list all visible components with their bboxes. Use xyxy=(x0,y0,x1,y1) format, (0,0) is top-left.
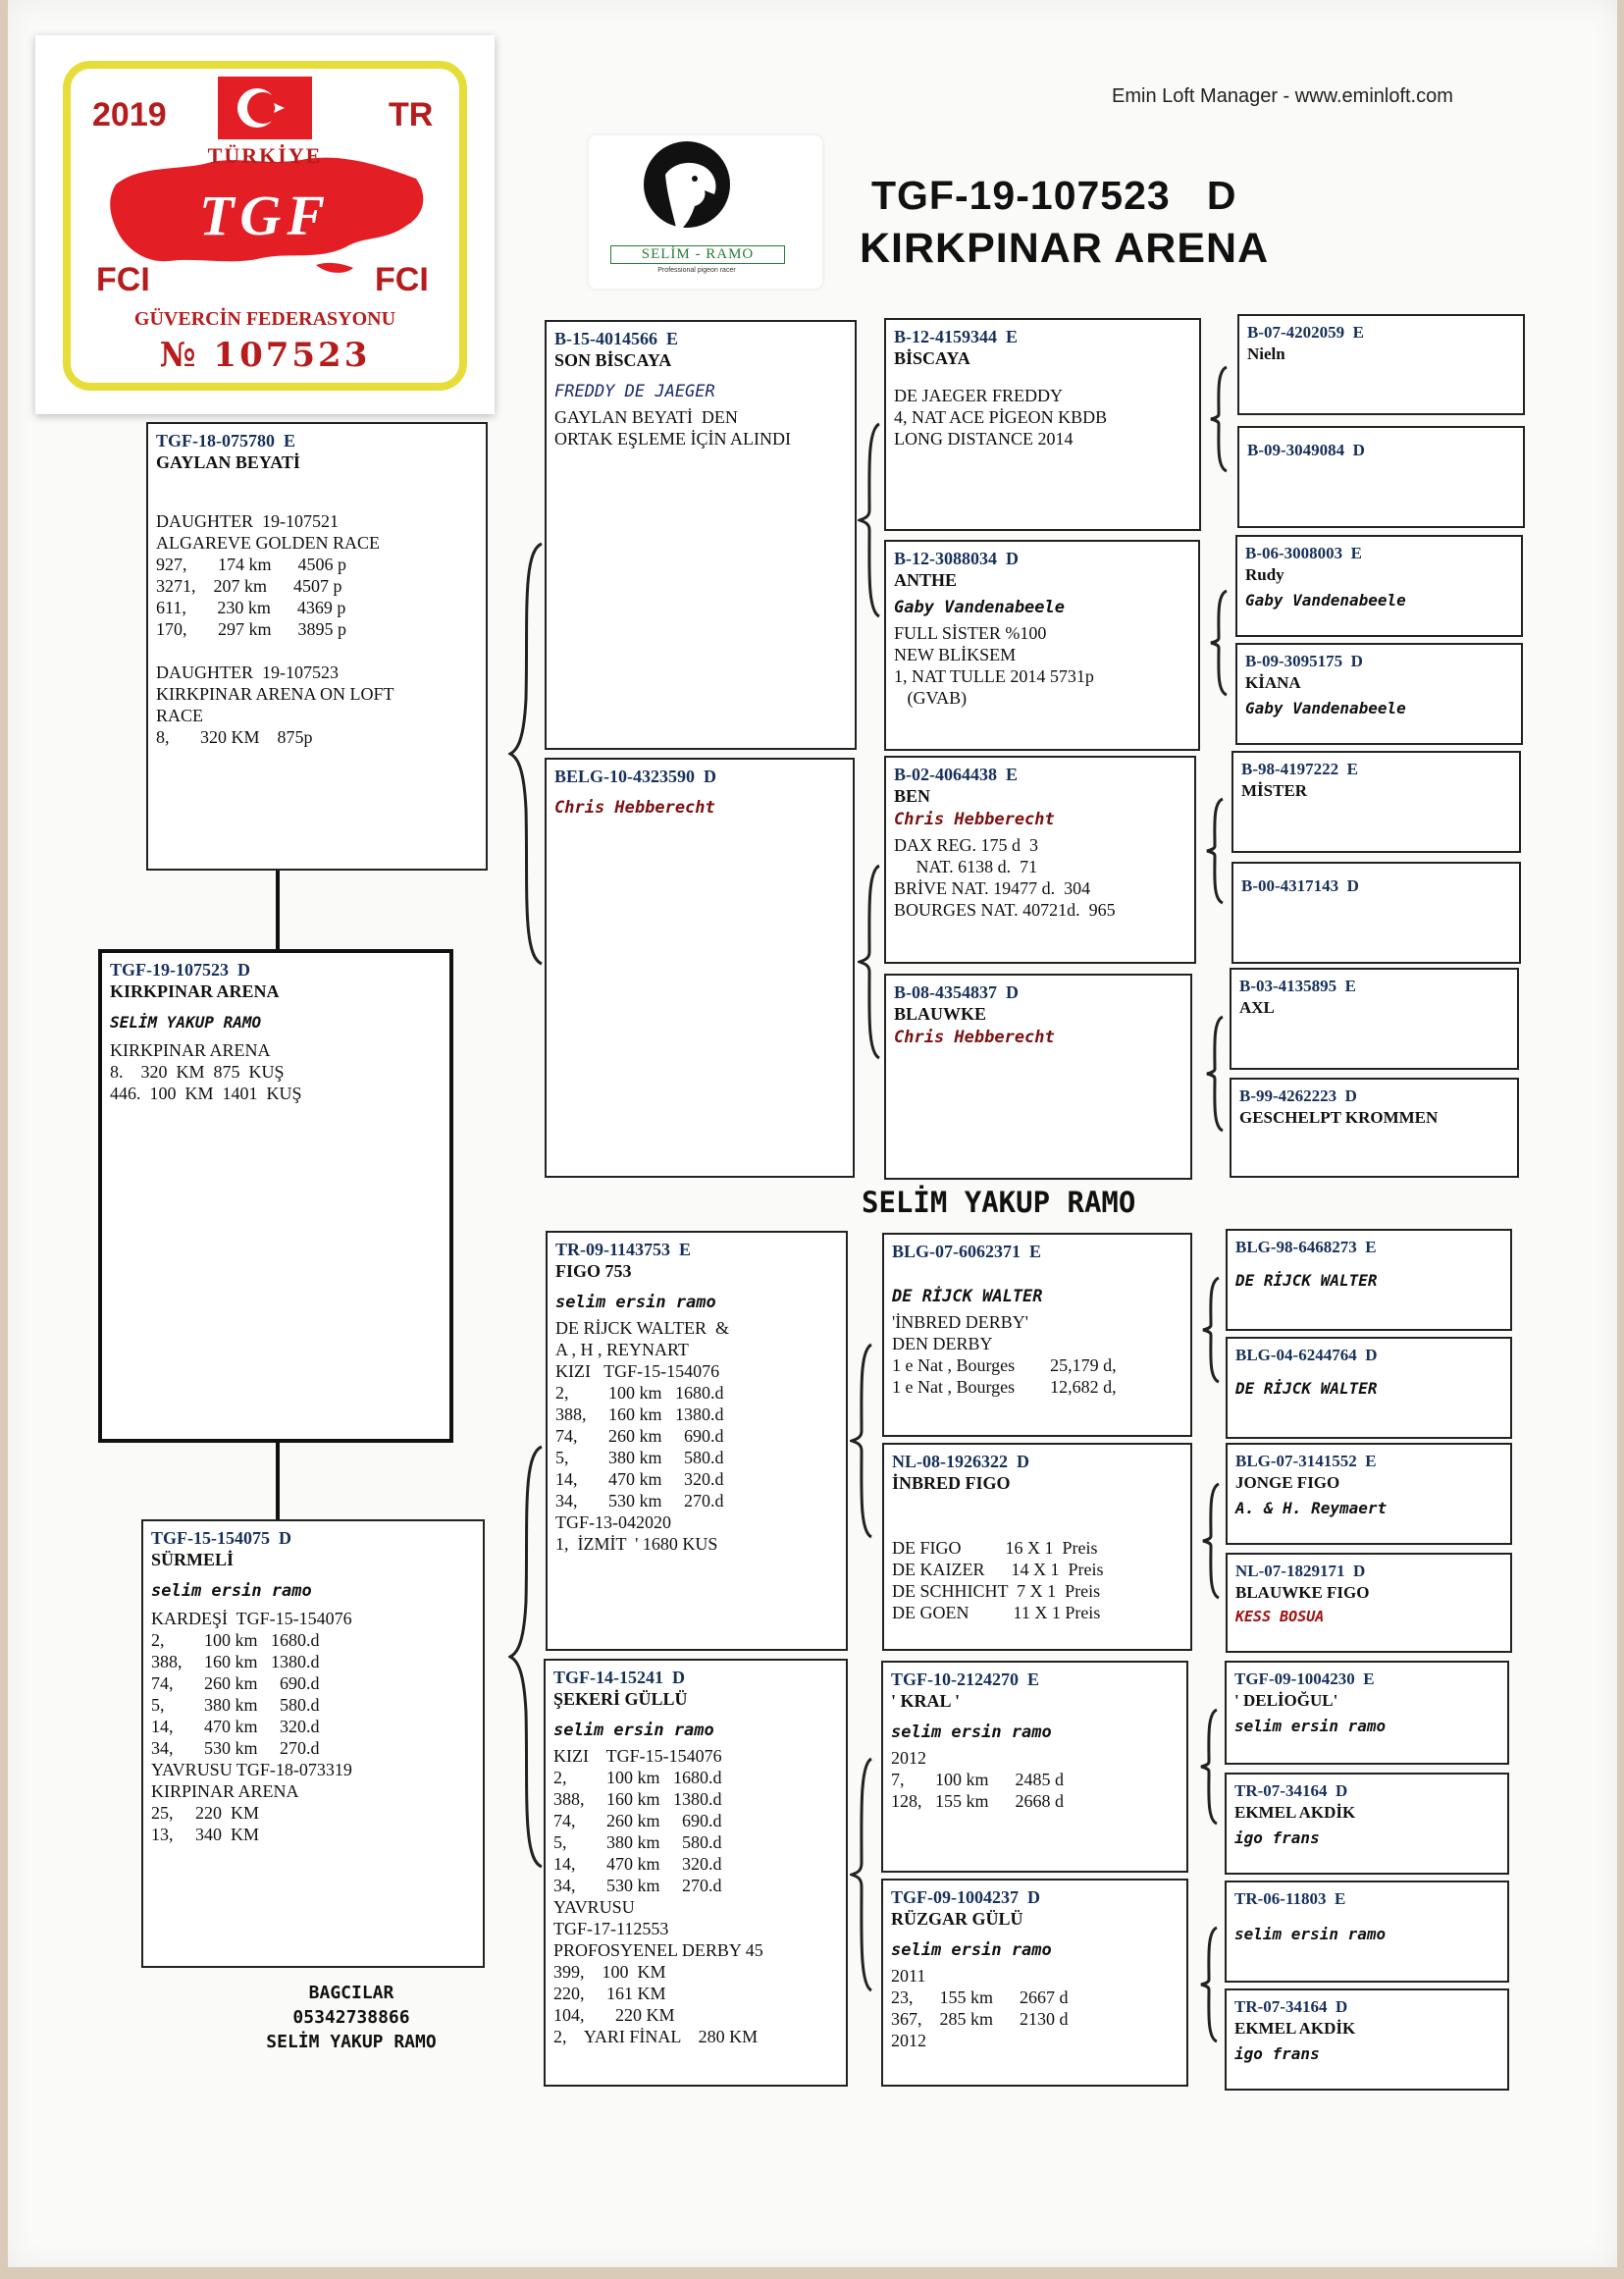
g4-name: AXL xyxy=(1239,998,1275,1017)
stamp-fci-left: FCI xyxy=(96,261,150,298)
g4-ring: TR-06-11803 E xyxy=(1234,1889,1346,1908)
mmm-name: RÜZGAR GÜLÜ xyxy=(891,1909,1023,1929)
mmf-card xyxy=(881,1661,1188,1873)
mm-name: ŞEKERİ GÜLLÜ xyxy=(553,1689,688,1709)
mfm-info: DE FIGO 16 X 1 Preis DE KAIZER 14 X 1 Preis DE SCHHICHT 7 X 1 Preis DE GOEN 11 X 1 Preis xyxy=(892,1538,1104,1622)
g4-ring: B-09-3049084 D xyxy=(1247,441,1365,459)
brace-g4-8 xyxy=(1199,1926,1219,2043)
ff-name: SON BİSCAYA xyxy=(554,350,672,370)
g4-ring: B-99-4262223 D xyxy=(1239,1086,1357,1105)
contact-block xyxy=(204,1981,498,2054)
g4-card-12 xyxy=(1226,1553,1512,1653)
g4-ring: B-98-4197222 E xyxy=(1241,760,1358,778)
pigeon-card xyxy=(98,949,453,1443)
father-name: GAYLAN BEYATİ xyxy=(156,452,300,472)
mff-info: 'İNBRED DERBY' DEN DERBY 1 e Nat , Bourges 25,179 d, 1 e Nat , Bourges 12,682 d, xyxy=(892,1312,1117,1397)
ffm-ring: B-12-3088034 D xyxy=(894,549,1019,568)
g4-card-7 xyxy=(1230,968,1519,1070)
mother-info: KARDEŞİ TGF-15-154076 2, 100 km 1680.d 388, 160 km 1380.d 74, 260 km 690.d 5, 380 km 580.d 14, 470 km 320.d 34, 530 km 270.d YAVRUSU TGF-18-073319 KIRPINAR ARENA 25, 220 KM 13, 340 KM xyxy=(151,1609,352,1844)
fmm-breeder: Chris Hebberecht xyxy=(894,1028,1055,1047)
header-name: KIRKPINAR ARENA xyxy=(860,225,1270,272)
fmm-ring: B-08-4354837 D xyxy=(894,982,1019,1002)
fff-name: BİSCAYA xyxy=(894,348,970,368)
brace-g4-2 xyxy=(1209,589,1229,697)
mm-breeder: selim ersin ramo xyxy=(553,1721,714,1740)
father-ring: TGF-18-075780 E xyxy=(156,431,295,450)
stamp-frame xyxy=(63,61,467,391)
brace-g4-6 xyxy=(1201,1482,1221,1600)
mf-card xyxy=(546,1231,848,1651)
tgf-stamp xyxy=(35,35,495,414)
g4-name: ' DELİOĞUL' xyxy=(1234,1691,1338,1710)
mfm-card xyxy=(882,1443,1192,1651)
g4-breeder: selim ersin ramo xyxy=(1234,1717,1387,1735)
brace-mother-side xyxy=(508,1445,548,1869)
mother-name: SÜRMELİ xyxy=(151,1550,235,1569)
g4-card-4 xyxy=(1235,643,1523,745)
mm-info: KIZI TGF-15-154076 2, 100 km 1680.d 388, 160 km 1380.d 74, 260 km 690.d 5, 380 km 580.d 14, 470 km 320.d 34, 530 km 270.d YAVRUSU TGF-17-112553 PROFOSYENEL DERBY 45 399, 100 KM 220, 161 KM 104, 220 KM 2, YARI FİNAL 280 KM xyxy=(553,1746,763,2046)
stamp-number: 107523 xyxy=(213,336,371,375)
mm-card xyxy=(544,1659,848,2087)
contact-city: BAGCILAR xyxy=(308,1983,394,2003)
g4-ring: B-09-3095175 D xyxy=(1245,652,1363,670)
g4-breeder: DE RİJCK WALTER xyxy=(1235,1271,1378,1290)
mff-ring: BLG-07-6062371 E xyxy=(892,1242,1042,1261)
g4-name: GESCHELPT KROMMEN xyxy=(1239,1108,1439,1127)
mf-info: DE RİJCK WALTER & A , H , REYNART KIZI TGF-15-154076 2, 100 km 1680.d 388, 160 km 1380.d 74, 260 km 690.d 5, 380 km 580.d 14, 470 km 320.d 34, 530 km 270.d TGF-13-042020 1, İZMİT ' 1680 KUS xyxy=(555,1318,730,1554)
g4-ring: BLG-98-6468273 E xyxy=(1235,1238,1377,1256)
g4-name: Nieln xyxy=(1247,344,1285,363)
stamp-number-line xyxy=(71,336,459,375)
g4-card-8 xyxy=(1230,1078,1519,1178)
fm-ring: BELG-10-4323590 D xyxy=(554,767,717,786)
father-card xyxy=(146,422,488,871)
brace-g4-7 xyxy=(1199,1708,1219,1826)
stamp-org: TGF xyxy=(199,184,331,247)
connector-father xyxy=(276,871,280,951)
mmf-ring: TGF-10-2124270 E xyxy=(891,1670,1039,1689)
fmf-card xyxy=(884,756,1196,964)
g4-breeder: Gaby Vandenabeele xyxy=(1245,591,1406,610)
contact-name: SELİM YAKUP RAMO xyxy=(266,2032,437,2052)
mother-ring: TGF-15-154075 D xyxy=(151,1528,291,1548)
fmm-name: BLAUWKE xyxy=(894,1004,987,1024)
fm-breeder: Chris Hebberecht xyxy=(554,798,715,818)
pigeon-info: KIRKPINAR ARENA 8. 320 KM 875 KUŞ 446. 100 KM 1401 KUŞ xyxy=(110,1040,302,1103)
mmm-breeder: selim ersin ramo xyxy=(891,1940,1052,1960)
g4-ring: TR-07-34164 D xyxy=(1234,1781,1348,1800)
g4-name: BLAUWKE FIGO xyxy=(1235,1583,1370,1602)
g4-breeder: DE RİJCK WALTER xyxy=(1235,1379,1378,1398)
connector-mother xyxy=(276,1443,280,1519)
g4-ring: BLG-04-6244764 D xyxy=(1235,1346,1378,1364)
ff-breeder: FREDDY DE JAEGER xyxy=(554,382,715,401)
g4-breeder: KESS BOSUA xyxy=(1235,1608,1325,1625)
pedigree-sheet xyxy=(8,0,1617,2267)
stamp-federation: GÜVERCİN FEDERASYONU xyxy=(133,308,396,330)
mf-breeder: selim ersin ramo xyxy=(555,1293,716,1312)
software-credit: Emin Loft Manager - www.eminloft.com xyxy=(1112,85,1453,107)
ffm-card xyxy=(884,540,1200,751)
g4-breeder: igo frans xyxy=(1234,2044,1320,2063)
g4-name: EKMEL AKDİK xyxy=(1234,2019,1356,2038)
fff-ring: B-12-4159344 E xyxy=(894,327,1018,346)
brace-g4-5 xyxy=(1201,1276,1221,1384)
g4-ring: TR-07-34164 D xyxy=(1234,1997,1348,2016)
stamp-number-sign: № xyxy=(159,336,199,375)
ffm-breeder: Gaby Vandenabeele xyxy=(894,598,1065,617)
brace-mm xyxy=(850,1757,873,1992)
fmf-ring: B-02-4064438 E xyxy=(894,765,1018,784)
g4-card-3 xyxy=(1235,535,1523,637)
brace-mf xyxy=(850,1343,873,1539)
g4-name: EKMEL AKDİK xyxy=(1234,1803,1356,1822)
mff-breeder: DE RİJCK WALTER xyxy=(892,1287,1043,1306)
logo-tagline: Professional pigeon racer xyxy=(657,267,736,274)
ff-card xyxy=(545,320,857,750)
g4-breeder: Gaby Vandenabeele xyxy=(1245,699,1406,717)
g4-ring: NL-07-1829171 D xyxy=(1235,1562,1366,1580)
mmm-info: 2011 23, 155 km 2667 d 367, 285 km 2130 d 2012 xyxy=(891,1966,1069,2050)
breeder-center-label: SELİM YAKUP RAMO xyxy=(862,1186,1136,1219)
g4-ring: TGF-09-1004230 E xyxy=(1234,1670,1375,1688)
g4-ring: BLG-07-3141552 E xyxy=(1235,1452,1377,1470)
g4-ring: B-00-4317143 D xyxy=(1241,876,1359,895)
g4-ring: B-07-4202059 E xyxy=(1247,323,1364,342)
header-ring: TGF-19-107523 D xyxy=(871,173,1237,218)
ffm-name: ANTHE xyxy=(894,570,958,590)
brace-father-side xyxy=(508,542,548,966)
pigeon-ring: TGF-19-107523 D xyxy=(110,960,250,980)
eagle-icon xyxy=(589,135,822,289)
g4-card-16 xyxy=(1225,1988,1509,2091)
g4-breeder: selim ersin ramo xyxy=(1234,1925,1387,1943)
g4-breeder: igo frans xyxy=(1234,1828,1320,1847)
g4-card-5 xyxy=(1231,751,1521,853)
g4-name: Rudy xyxy=(1245,565,1284,584)
fmf-name: BEN xyxy=(894,786,931,806)
g4-name: JONGE FIGO xyxy=(1235,1473,1340,1492)
fff-info: DE JAEGER FREDDY 4, NAT ACE PİGEON KBDB LONG DISTANCE 2014 xyxy=(894,386,1108,449)
g4-ring: B-06-3008003 E xyxy=(1245,544,1362,562)
mmm-card xyxy=(881,1879,1188,2087)
g4-breeder: A. & H. Reymaert xyxy=(1235,1499,1388,1517)
g4-ring: B-03-4135895 E xyxy=(1239,977,1356,995)
stamp-country: TÜRKİYE xyxy=(207,143,323,168)
pigeon-breeder: SELİM YAKUP RAMO xyxy=(110,1013,262,1032)
mfm-ring: NL-08-1926322 D xyxy=(892,1452,1029,1471)
g4-card-6 xyxy=(1231,862,1521,964)
mff-card xyxy=(882,1233,1192,1437)
stamp-year: 2019 xyxy=(92,96,167,133)
g4-card-15 xyxy=(1225,1881,1509,1983)
g4-card-9 xyxy=(1226,1229,1512,1331)
mother-card xyxy=(141,1519,485,1968)
g4-name: KİANA xyxy=(1245,673,1301,692)
mmf-name: ' KRAL ' xyxy=(891,1691,961,1711)
mm-ring: TGF-14-15241 D xyxy=(553,1668,685,1687)
ff-info: GAYLAN BEYATİ DEN ORTAK EŞLEME İÇİN ALINDI xyxy=(554,407,791,449)
mmf-info: 2012 7, 100 km 2485 d 128, 155 km 2668 d xyxy=(891,1748,1065,1811)
g4-card-14 xyxy=(1225,1773,1509,1875)
brace-g4-4 xyxy=(1205,1015,1225,1133)
fmf-info: DAX REG. 175 d 3 NAT. 6138 d. 71 BRİVE NAT. 19477 d. 304 BOURGES NAT. 40721d. 965 xyxy=(894,835,1116,920)
brace-g4-1 xyxy=(1209,365,1229,473)
fmf-breeder: Chris Hebberecht xyxy=(894,810,1055,829)
ff-ring: B-15-4014566 E xyxy=(554,329,678,348)
mmf-breeder: selim ersin ramo xyxy=(891,1722,1052,1742)
ffm-info: FULL SİSTER %100 NEW BLİKSEM 1, NAT TULLE 2014 5731p (GVAB) xyxy=(894,623,1094,708)
g4-card-13 xyxy=(1225,1661,1509,1765)
mf-ring: TR-09-1143753 E xyxy=(555,1240,692,1259)
mother-breeder: selim ersin ramo xyxy=(151,1581,312,1601)
father-info: DAUGHTER 19-107521 ALGAREVE GOLDEN RACE 927, 174 km 4506 p 3271, 207 km 4507 p 611, 230 km 4369 p 170, 297 km 3895 p DAUGHTER 19-107523 KIRKPINAR ARENA ON LOFT RACE 8, 320 KM 875p xyxy=(156,511,394,747)
brace-ff xyxy=(858,422,881,618)
contact-phone: 05342738866 xyxy=(292,2007,410,2028)
brace-g4-3 xyxy=(1205,797,1225,905)
selim-ramo-logo xyxy=(589,135,822,289)
g4-card-2 xyxy=(1237,426,1525,528)
g4-card-10 xyxy=(1226,1337,1512,1439)
fmm-card xyxy=(884,974,1192,1180)
logo-label: SELİM - RAMO xyxy=(610,245,785,264)
mf-name: FIGO 753 xyxy=(555,1261,632,1281)
brace-fm xyxy=(858,864,881,1060)
g4-card-11 xyxy=(1226,1443,1512,1545)
mmm-ring: TGF-09-1004237 D xyxy=(891,1887,1040,1907)
stamp-fci-right: FCI xyxy=(375,261,429,298)
stamp-country-code: TR xyxy=(389,96,434,133)
g4-name: MİSTER xyxy=(1241,781,1308,800)
fm-card xyxy=(545,758,855,1178)
fff-card xyxy=(884,318,1201,531)
g4-card-1 xyxy=(1237,314,1525,415)
pigeon-name: KIRKPINAR ARENA xyxy=(110,981,280,1001)
mfm-name: İNBRED FIGO xyxy=(892,1473,1011,1493)
